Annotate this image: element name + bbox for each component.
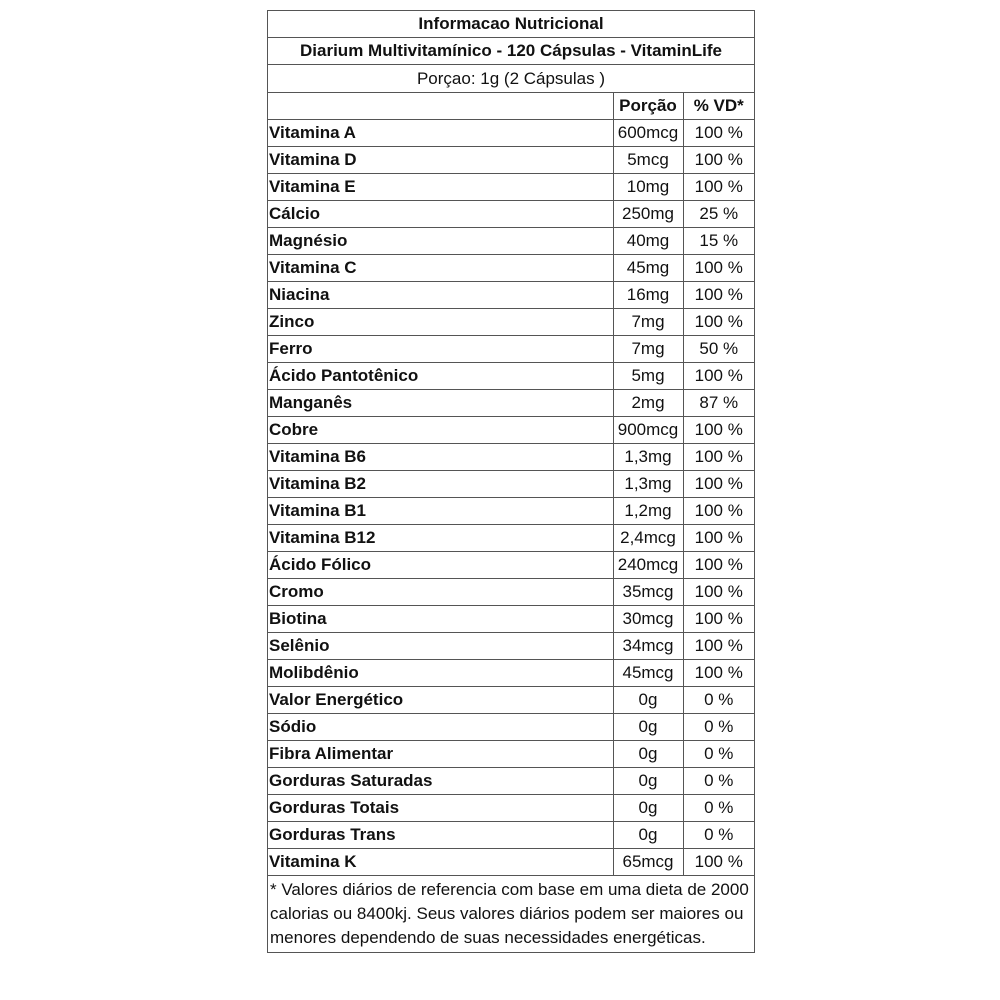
nutrient-name: Zinco xyxy=(268,309,613,336)
nutrient-daily-value: 0 % xyxy=(683,795,754,822)
table-row xyxy=(268,687,754,714)
nutrient-daily-value: 100 % xyxy=(683,498,754,525)
nutrient-rows xyxy=(268,120,754,876)
nutrient-quantity: 5mcg xyxy=(613,147,683,174)
nutrient-daily-value: 100 % xyxy=(683,660,754,687)
table-row xyxy=(268,768,754,795)
table-row xyxy=(268,606,754,633)
nutrient-quantity: 40mg xyxy=(613,228,683,255)
column-header-daily-value: % VD* xyxy=(683,93,754,120)
table-row xyxy=(268,471,754,498)
table-row xyxy=(268,363,754,390)
footnote: * Valores diários de referencia com base em uma dieta de 2000 calorias ou 8400kj. Seus valores diários podem ser maiores ou menores dependendo de suas necessidades energéticas. xyxy=(270,880,749,947)
nutrient-quantity: 240mcg xyxy=(613,552,683,579)
nutrient-quantity: 65mcg xyxy=(613,849,683,876)
table-row xyxy=(268,120,754,147)
nutrient-daily-value: 100 % xyxy=(683,363,754,390)
table-row xyxy=(268,579,754,606)
nutrient-name: Valor Energético xyxy=(268,687,613,714)
nutrient-name: Vitamina D xyxy=(268,147,613,174)
nutrient-name: Ácido Pantotênico xyxy=(268,363,613,390)
table-row xyxy=(268,849,754,876)
nutrient-quantity: 1,3mg xyxy=(613,444,683,471)
table-row xyxy=(268,336,754,363)
column-header-quantity: Porção xyxy=(613,93,683,120)
table-row xyxy=(268,525,754,552)
nutrient-name: Molibdênio xyxy=(268,660,613,687)
table-row xyxy=(268,741,754,768)
column-header-name xyxy=(268,93,613,120)
nutrient-daily-value: 100 % xyxy=(683,633,754,660)
nutrient-quantity: 45mg xyxy=(613,255,683,282)
serving-size: Porçao: 1g (2 Cápsulas ) xyxy=(268,65,754,93)
nutrient-quantity: 30mcg xyxy=(613,606,683,633)
nutrient-daily-value: 100 % xyxy=(683,606,754,633)
nutrient-quantity: 0g xyxy=(613,768,683,795)
nutrient-table-header xyxy=(268,93,754,120)
nutrient-name: Magnésio xyxy=(268,228,613,255)
table-row xyxy=(268,282,754,309)
nutrient-quantity: 45mcg xyxy=(613,660,683,687)
nutrient-quantity: 2mg xyxy=(613,390,683,417)
nutrient-daily-value: 100 % xyxy=(683,147,754,174)
nutrient-quantity: 0g xyxy=(613,795,683,822)
nutrient-name: Vitamina C xyxy=(268,255,613,282)
nutrient-daily-value: 100 % xyxy=(683,417,754,444)
nutrient-quantity: 35mcg xyxy=(613,579,683,606)
table-row xyxy=(268,417,754,444)
nutrient-name: Vitamina B1 xyxy=(268,498,613,525)
nutrient-daily-value: 0 % xyxy=(683,822,754,849)
nutrient-name: Niacina xyxy=(268,282,613,309)
table-row xyxy=(268,795,754,822)
nutrient-daily-value: 100 % xyxy=(683,579,754,606)
nutrient-daily-value: 100 % xyxy=(683,174,754,201)
table-row xyxy=(268,174,754,201)
nutrient-daily-value: 100 % xyxy=(683,552,754,579)
nutrient-name: Selênio xyxy=(268,633,613,660)
nutrient-name: Biotina xyxy=(268,606,613,633)
nutrient-name: Manganês xyxy=(268,390,613,417)
nutrient-daily-value: 0 % xyxy=(683,687,754,714)
nutrient-name: Gorduras Saturadas xyxy=(268,768,613,795)
product-name: Diarium Multivitamínico - 120 Cápsulas - VitaminLife xyxy=(268,38,754,65)
nutrient-name: Gorduras Totais xyxy=(268,795,613,822)
nutrient-daily-value: 100 % xyxy=(683,471,754,498)
nutrient-daily-value: 100 % xyxy=(683,309,754,336)
label-title: Informacao Nutricional xyxy=(268,11,754,38)
nutrient-quantity: 1,3mg xyxy=(613,471,683,498)
nutrient-daily-value: 100 % xyxy=(683,282,754,309)
nutrient-name: Vitamina B6 xyxy=(268,444,613,471)
nutrient-table xyxy=(268,93,754,876)
nutrient-name: Vitamina E xyxy=(268,174,613,201)
table-row xyxy=(268,660,754,687)
nutrient-quantity: 10mg xyxy=(613,174,683,201)
nutrient-quantity: 250mg xyxy=(613,201,683,228)
table-row xyxy=(268,255,754,282)
table-row xyxy=(268,552,754,579)
nutrient-name: Cobre xyxy=(268,417,613,444)
nutrient-name: Ferro xyxy=(268,336,613,363)
nutrient-quantity: 7mg xyxy=(613,309,683,336)
table-row xyxy=(268,714,754,741)
nutrient-daily-value: 0 % xyxy=(683,714,754,741)
nutrient-daily-value: 87 % xyxy=(683,390,754,417)
nutrient-daily-value: 100 % xyxy=(683,120,754,147)
table-row xyxy=(268,228,754,255)
nutrient-daily-value: 100 % xyxy=(683,444,754,471)
nutrient-daily-value: 100 % xyxy=(683,849,754,876)
table-row xyxy=(268,633,754,660)
nutrient-daily-value: 100 % xyxy=(683,255,754,282)
nutrient-quantity: 5mg xyxy=(613,363,683,390)
table-row xyxy=(268,201,754,228)
nutrient-daily-value: 15 % xyxy=(683,228,754,255)
nutrient-daily-value: 100 % xyxy=(683,525,754,552)
nutrient-name: Cálcio xyxy=(268,201,613,228)
nutrient-quantity: 34mcg xyxy=(613,633,683,660)
nutrient-name: Vitamina A xyxy=(268,120,613,147)
nutrient-quantity: 600mcg xyxy=(613,120,683,147)
table-row xyxy=(268,822,754,849)
nutrient-quantity: 16mg xyxy=(613,282,683,309)
nutrient-quantity: 0g xyxy=(613,714,683,741)
nutrient-quantity: 0g xyxy=(613,687,683,714)
nutrient-daily-value: 0 % xyxy=(683,768,754,795)
nutrient-daily-value: 25 % xyxy=(683,201,754,228)
nutrient-name: Vitamina B12 xyxy=(268,525,613,552)
nutrient-quantity: 1,2mg xyxy=(613,498,683,525)
table-row xyxy=(268,444,754,471)
table-row xyxy=(268,309,754,336)
nutrient-name: Vitamina B2 xyxy=(268,471,613,498)
table-row xyxy=(268,498,754,525)
nutrient-quantity: 7mg xyxy=(613,336,683,363)
nutrient-daily-value: 50 % xyxy=(683,336,754,363)
nutrient-name: Fibra Alimentar xyxy=(268,741,613,768)
nutrient-quantity: 0g xyxy=(613,741,683,768)
nutrient-name: Cromo xyxy=(268,579,613,606)
nutrient-quantity: 0g xyxy=(613,822,683,849)
table-row xyxy=(268,147,754,174)
nutrient-name: Vitamina K xyxy=(268,849,613,876)
nutrient-quantity: 2,4mcg xyxy=(613,525,683,552)
nutrient-name: Ácido Fólico xyxy=(268,552,613,579)
nutrient-quantity: 900mcg xyxy=(613,417,683,444)
nutrition-facts-label xyxy=(267,10,755,953)
nutrient-name: Sódio xyxy=(268,714,613,741)
table-row xyxy=(268,390,754,417)
nutrient-name: Gorduras Trans xyxy=(268,822,613,849)
nutrient-daily-value: 0 % xyxy=(683,741,754,768)
